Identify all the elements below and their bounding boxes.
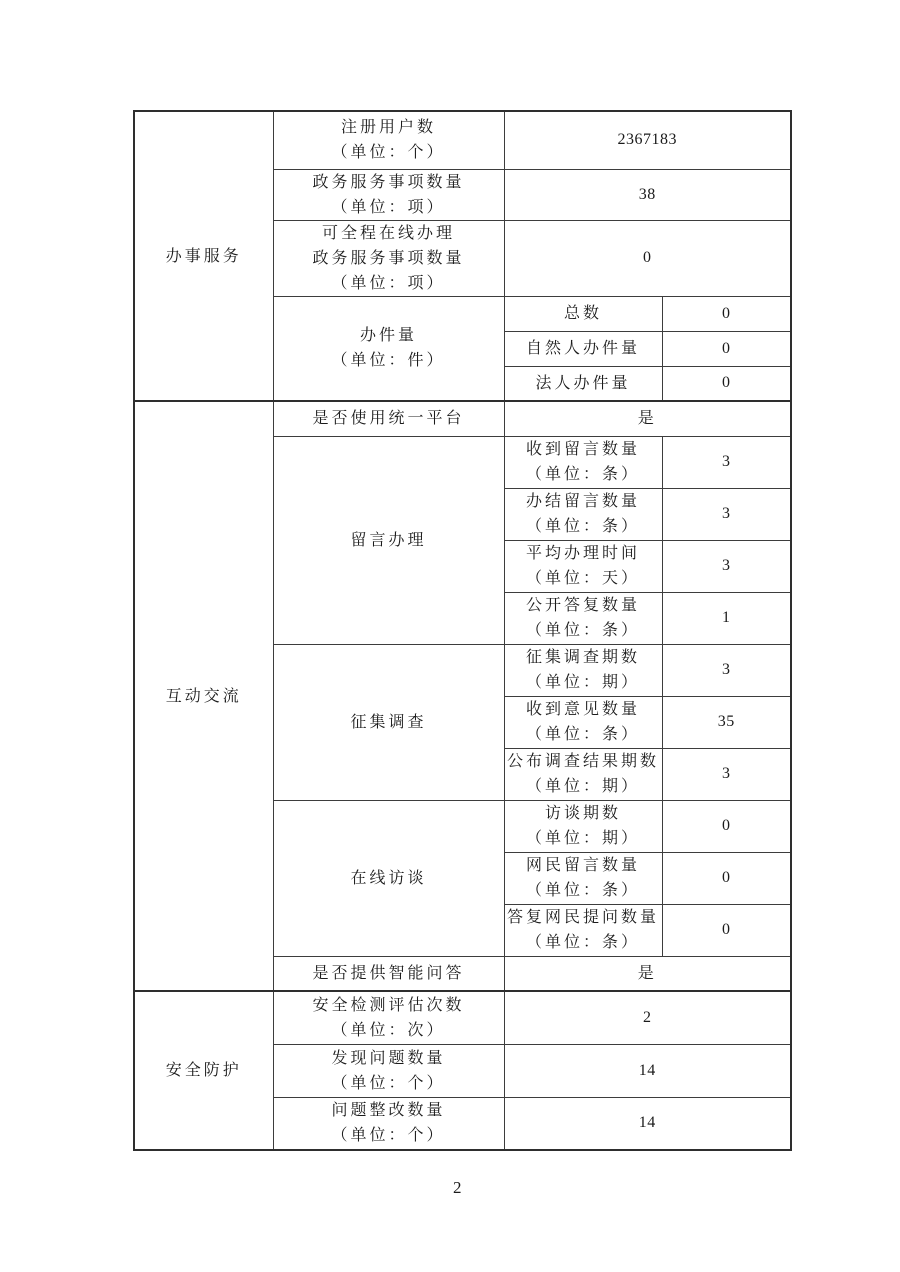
table-row [134, 401, 791, 436]
section-header-banshi [134, 111, 273, 401]
subrow-label: 平均办理时间 （单位：天） [504, 540, 662, 592]
section-header-anquan [134, 991, 273, 1150]
subrow-label: 法人办件量 [504, 366, 662, 401]
subrow-label: 访谈期数 （单位：期） [504, 800, 662, 852]
row-label: 是否使用统一平台 [273, 401, 504, 436]
subrow-label: 收到意见数量 （单位：条） [504, 696, 662, 748]
subrow-label: 网民留言数量 （单位：条） [504, 852, 662, 904]
row-value: 14 [504, 1097, 791, 1150]
row-label: 发现问题数量 （单位：个） [273, 1044, 504, 1097]
section-label: 互动交流 [165, 687, 242, 705]
row-label: 问题整改数量 （单位：个） [273, 1097, 504, 1150]
subrow-value: 0 [662, 852, 791, 904]
table-row [134, 991, 791, 1044]
group-label-liuyanbanli: 留言办理 [273, 436, 504, 644]
row-label: 政务服务事项数量 （单位：项） [273, 169, 504, 220]
table-row [134, 111, 791, 169]
row-label: 注册用户数 （单位：个） [273, 111, 504, 169]
annual-report-table [133, 110, 792, 1151]
subrow-value: 3 [662, 540, 791, 592]
group-label-zaixianfangtan: 在线访谈 [273, 800, 504, 956]
row-value: 38 [504, 169, 791, 220]
group-label-banjianliang: 办件量 （单位：件） [273, 296, 504, 401]
subrow-value: 3 [662, 748, 791, 800]
row-label: 安全检测评估次数 （单位：次） [273, 991, 504, 1044]
subrow-label: 征集调查期数 （单位：期） [504, 644, 662, 696]
subrow-value: 1 [662, 592, 791, 644]
subrow-value: 0 [662, 331, 791, 366]
row-value: 是 [504, 956, 791, 991]
subrow-value: 3 [662, 644, 791, 696]
row-value: 2367183 [504, 111, 791, 169]
subrow-label: 公布调查结果期数 （单位：期） [504, 748, 662, 800]
subrow-label: 自然人办件量 [504, 331, 662, 366]
subrow-label: 收到留言数量 （单位：条） [504, 436, 662, 488]
section-label: 办事服务 [165, 247, 242, 265]
subrow-value: 0 [662, 366, 791, 401]
page-number: 2 [453, 1178, 462, 1197]
subrow-value: 3 [662, 436, 791, 488]
row-label: 可全程在线办理 政务服务事项数量 （单位：项） [273, 220, 504, 296]
row-value: 2 [504, 991, 791, 1044]
section-header-hudong [134, 401, 273, 991]
subrow-value: 3 [662, 488, 791, 540]
subrow-value: 35 [662, 696, 791, 748]
subrow-label: 总数 [504, 296, 662, 331]
row-value: 0 [504, 220, 791, 296]
row-label: 是否提供智能问答 [273, 956, 504, 991]
row-value: 是 [504, 401, 791, 436]
row-value: 14 [504, 1044, 791, 1097]
subrow-label: 答复网民提问数量 （单位：条） [504, 904, 662, 956]
subrow-value: 0 [662, 904, 791, 956]
subrow-label: 公开答复数量 （单位：条） [504, 592, 662, 644]
subrow-label: 办结留言数量 （单位：条） [504, 488, 662, 540]
subrow-value: 0 [662, 800, 791, 852]
group-label-zhengjidiaocha: 征集调查 [273, 644, 504, 800]
section-label: 安全防护 [165, 1062, 242, 1079]
subrow-value: 0 [662, 296, 791, 331]
